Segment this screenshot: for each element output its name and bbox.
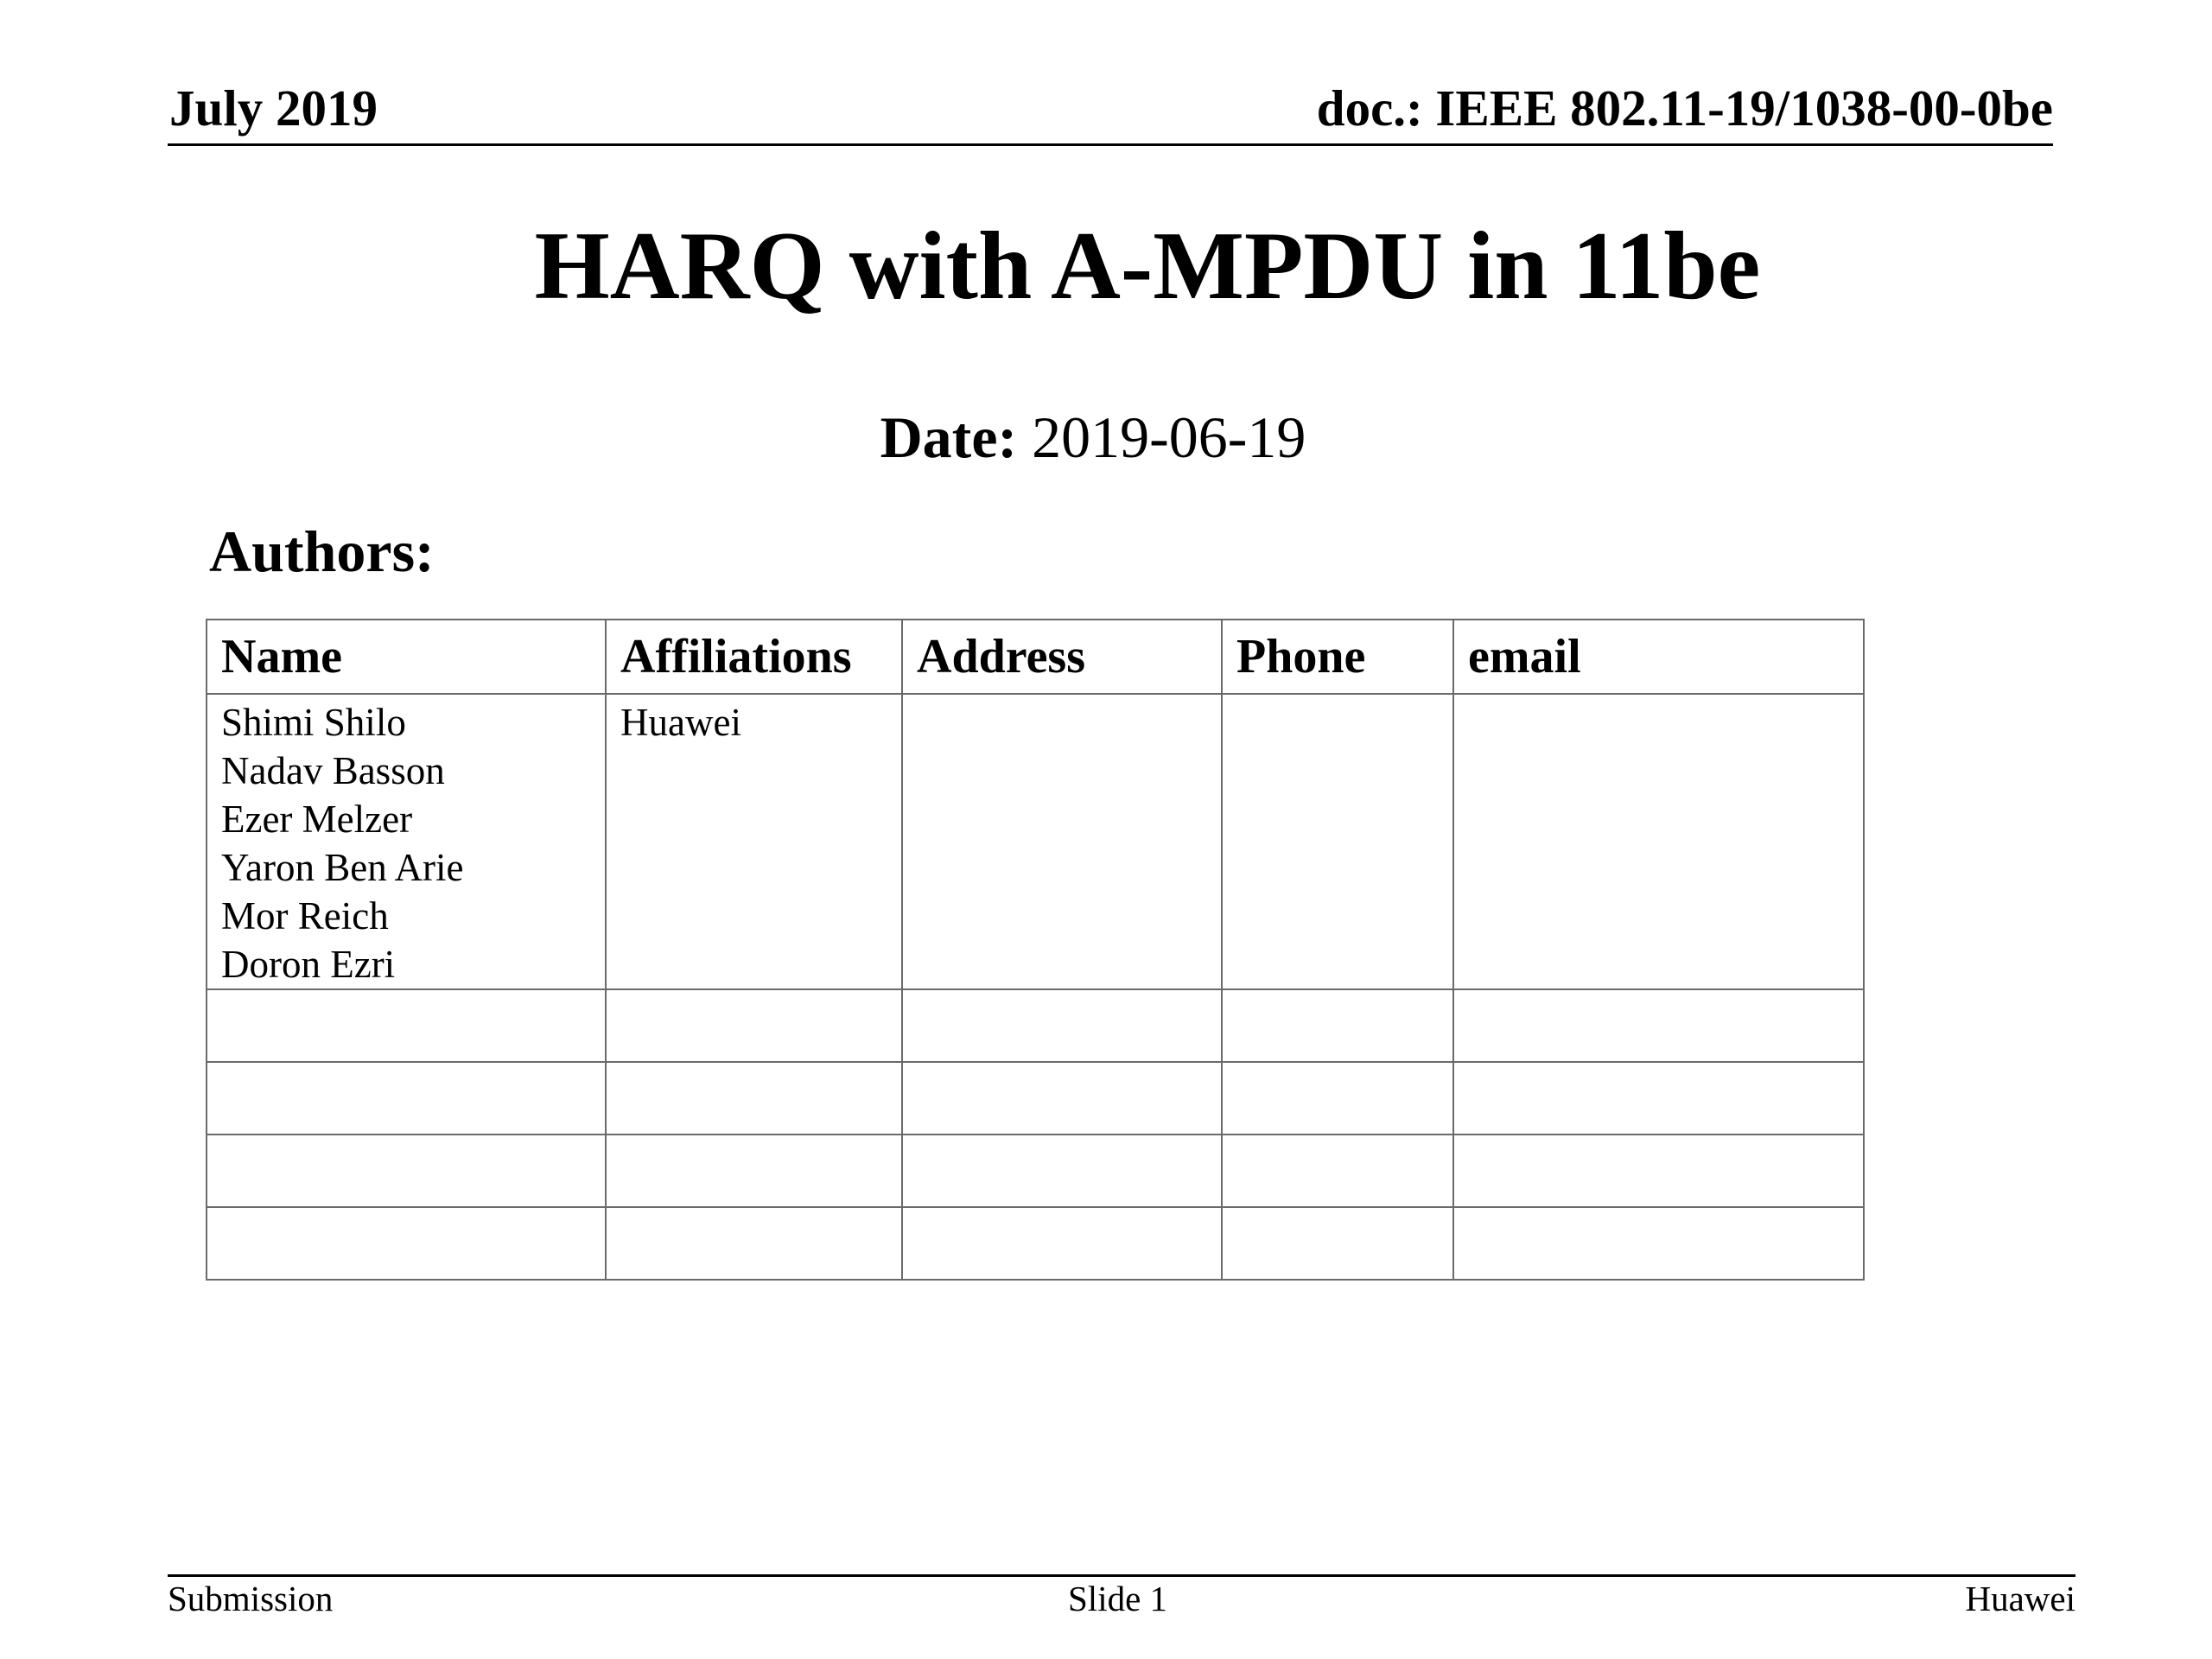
table-cell: [902, 1135, 1222, 1207]
table-cell: [1222, 1062, 1453, 1135]
phone-cell: [1222, 694, 1453, 989]
table-cell: [606, 1135, 902, 1207]
table-cell: [1453, 1062, 1864, 1135]
table-cell: [1453, 1207, 1864, 1280]
table-cell: [207, 1062, 606, 1135]
table-cell: [1222, 1135, 1453, 1207]
table-row: [207, 989, 1864, 1062]
author-name: Doron Ezri: [221, 943, 396, 986]
footer-organization: Huawei: [1965, 1579, 2075, 1618]
author-name: Yaron Ben Arie: [221, 846, 464, 889]
column-header-phone: Phone: [1222, 620, 1453, 694]
table-cell: [1222, 1207, 1453, 1280]
authors-heading: Authors:: [209, 518, 435, 584]
date-value: 2019-06-19: [1032, 404, 1306, 470]
table-cell: [902, 1062, 1222, 1135]
table-cell: [1453, 1135, 1864, 1207]
table-cell: [606, 1062, 902, 1135]
table-row: [207, 1135, 1864, 1207]
table-header-row: [207, 620, 1864, 694]
table-cell: [1453, 989, 1864, 1062]
table-cell: [207, 1207, 606, 1280]
table-row: [207, 694, 1864, 989]
affiliation-cell: Huawei: [606, 694, 902, 989]
slide-title: HARQ with A-MPDU in 11be: [534, 213, 1761, 320]
table-cell: [207, 989, 606, 1062]
table-cell: [606, 1207, 902, 1280]
header-doc-id: doc.: IEEE 802.11-19/1038-00-0be: [1316, 79, 2053, 137]
table-cell: [902, 989, 1222, 1062]
authors-table: [206, 619, 1865, 1281]
address-cell: [902, 694, 1222, 989]
column-header-address: Address: [902, 620, 1222, 694]
footer-slide-number: Slide 1: [1068, 1579, 1168, 1618]
table-cell: [606, 989, 902, 1062]
table-row: [207, 1207, 1864, 1280]
table-cell: [1222, 989, 1453, 1062]
footer-divider: [168, 1574, 2075, 1577]
author-name: Nadav Basson: [221, 749, 445, 792]
author-names-list: [221, 698, 591, 988]
column-header-affiliations: Affiliations: [606, 620, 902, 694]
email-cell: [1453, 694, 1864, 989]
footer-submission: Submission: [168, 1579, 334, 1618]
table-row: [207, 1062, 1864, 1135]
header-date: July 2019: [169, 79, 378, 137]
table-cell: [207, 1135, 606, 1207]
date-line: [0, 404, 2186, 470]
date-label: Date:: [880, 404, 1018, 470]
header-divider: [168, 143, 2053, 146]
table-cell: [902, 1207, 1222, 1280]
column-header-email: email: [1453, 620, 1864, 694]
author-name: Shimi Shilo: [221, 701, 406, 744]
author-name: Mor Reich: [221, 894, 389, 938]
author-names-cell: [207, 694, 606, 989]
column-header-name: Name: [207, 620, 606, 694]
author-name: Ezer Melzer: [221, 798, 413, 841]
